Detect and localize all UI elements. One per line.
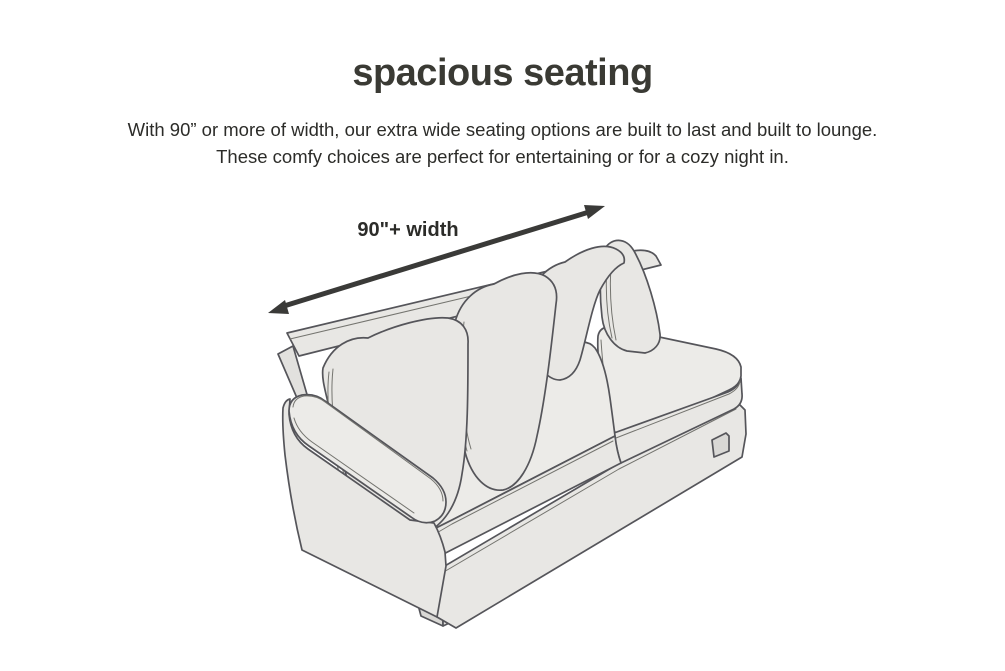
dimension-label: 90"+ width — [357, 219, 459, 241]
sofa-illustration — [278, 240, 746, 628]
description-line-2: These comfy choices are perfect for entertaining or for a cozy night in. — [216, 146, 789, 167]
page-title: spacious seating — [352, 52, 653, 94]
description-line-1: With 90” or more of width, our extra wide seating options are built to last and built to lounge. — [127, 119, 878, 140]
